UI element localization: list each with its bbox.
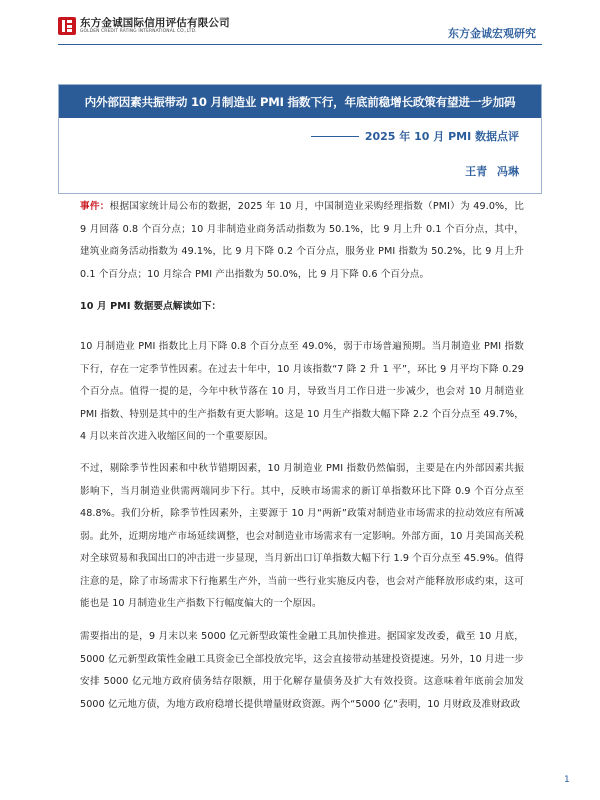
company-name-cn: 东方金诚国际信用评估有限公司	[80, 17, 230, 29]
report-subtitle	[311, 128, 519, 144]
research-label: 东方金诚宏观研究	[448, 27, 536, 40]
company-logo	[58, 17, 230, 35]
company-name-en: GOLDEN CREDIT RATING INTERNATIONAL CO.,LTD.	[80, 29, 197, 34]
paragraph-2: 不过，剔除季节性因素和中秋节错期因素，10 月制造业 PMI 指数仍然偏弱，主要是在内外部因素共振影响下，当月制造业供需两端同步下行。其中，反映市场需求的新订单指数环比下降 0.9 个百分点至 48.8%。我们分析，除季节性因素外，主要源于 10 月“两新”政策对制造业市场需求的拉动效应有所减弱。此外，近期房地产市场延续调整，也会对制造业市场需求有一定影响。外部方面，10 月美国高关税对全球贸易和我国出口的冲击进一步显现，当月新出口订单指数大幅下行 1.9 个百分点至 45.9%。值得注意的是，除了市场需求下行拖累生产外，当前一些行业实施反内卷，也会对产能释放形成约束，这可能也是 10 月制造业生产指数下行幅度偏大的一个原因。	[80, 463, 524, 609]
report-authors: 王青 冯琳	[465, 165, 519, 178]
event-paragraph	[80, 196, 524, 286]
title-box	[58, 84, 542, 194]
company-name	[80, 17, 230, 35]
paragraph-1: 10 月制造业 PMI 指数比上月下降 0.8 个百分点至 49.0%，弱于市场普遍预期。当月制造业 PMI 指数下行，存在一定季节性因素。在过去十年中，10 月该指数“7 降 2 升 1 平”，环比 9 月平均下降 0.29 个百分点。值得一提的是，今年中秋节落在 10 月，导致当月工作日进一步减少，也会对 10 月制造业 PMI 指数、特别是其中的生产指数有更大影响。这是 10 月生产指数大幅下降 2.2 个百分点至 49.7%，4 月以来首次进入收缩区间的一个重要原因。	[80, 341, 525, 442]
report-title: 内外部因素共振带动 10 月制造业 PMI 指数下行，年底前稳增长政策有望进一步加码	[59, 85, 541, 118]
subtitle-text: 2025 年 10 月 PMI 数据点评	[364, 130, 519, 143]
paragraph-3: 需要指出的是，9 月末以来 5000 亿元新型政策性金融工具加快推进。据国家发改委，截至 10 月底，5000 亿元新型政策性金融工具资金已全部投放完毕，这会直接带动基建投资提速。另外，10 月进一步安排 5000 亿元地方政府债务结存限额，用于化解存量债务及扩大有效投资。这意味着年底前会加发 5000 亿元地方债，为地方政府稳增长提供增量财政资源。两个“5000 亿”表明，10 月财政及准财政政	[80, 631, 524, 710]
page-header	[0, 0, 600, 46]
subtitle-dash	[311, 136, 359, 137]
event-label: 事件：	[80, 201, 110, 212]
page-number: 1	[564, 775, 570, 785]
header-divider	[58, 44, 542, 45]
company-logo-icon	[58, 17, 76, 35]
section-heading: 10 月 PMI 数据要点解读如下：	[80, 301, 222, 312]
event-text: 根据国家统计局公布的数据，2025 年 10 月，中国制造业采购经理指数（PMI）为 49.0%，比 9 月回落 0.8 个百分点；10 月非制造业商务活动指数为 50.1%，比 9 月上升 0.1 个百分点，其中，建筑业商务活动指数为 49.1%，比 9 月下降 0.2 个百分点，服务业 PMI 指数为 50.2%，比 9 月上升 0.1 个百分点；10 月综合 PMI 产出指数为 50.0%，比 9 月下降 0.6 个百分点。	[80, 201, 524, 280]
